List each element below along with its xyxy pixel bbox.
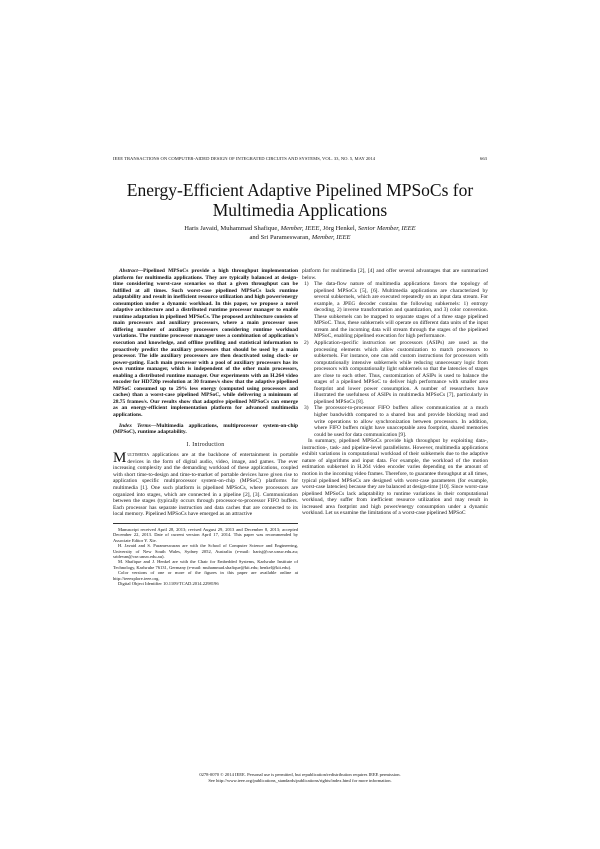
intro-text: applications are at the backbone of entertainment in portable devices in the form of digital audio, video, image, and games. The ever increasing complexity and the demanding workload of these applications, coupled with short time-to-design and time-to-market of portable devices have given rise to application specific multiprocessor system-on-chip (MPSoC) platforms for multimedia [1]. One such platform is pipelined MPSoCs, where processors are organized into stages, which are connected in a pipeline [2], [3]. Communication between the stages (typically occurs through processor-to-processor FIFO buffers. Each processor has separate instruction and data caches that are connected to its local memory. Pipelined MPSoCs have emerged as an attractive: [113, 452, 298, 518]
list-text: The data-flow nature of multimedia applications favors the topology of pipelined MPSoCs [5], [6]. Multimedia applications are characterized by several subkernels, which are executed repeatedly on an input data stream. For example, a JPEG decoder contains the following subkernels: 1) entropy decoding, 2) inverse transformation and quantization, and 3) color conversion. These subkernels can be mapped to separate stages of a three stage pipelined MPSoC. Thus, these subkernels will operate on different data units of the input stream and the incoming data will stream through the stages of the pipelined MPSoC, enabling pipelined execution for high performance.: [314, 281, 488, 340]
left-column: [113, 268, 298, 587]
author-line-1: [100, 224, 500, 233]
list-text: The processor-to-processor FIFO buffers allow communication at a much higher bandwidth compared to a shared bus and provide blocking read and write operations to allow synchronization between processors. In addition, where FIFO buffers might have unacceptable area footprint, shared memories could be used for data communication [9].: [314, 405, 488, 438]
journal-name: IEEE TRANSACTIONS ON COMPUTER-AIDED DESIGN OF INTEGRATED CIRCUITS AND SYSTEMS, VOL. 33, NO. 5, MAY 2014: [113, 156, 376, 161]
paper-title: [100, 180, 500, 220]
footnote-manuscript: Manuscript received April 28, 2013; revised August 29, 2013 and December 8, 2013; accepted December 22, 2013. Date of current version April 17, 2014. This paper was recommended by Associate Editor Y. Xie.: [113, 526, 298, 543]
title-line-2: Multimedia Applications: [212, 200, 388, 220]
author-name: and Sri Parameswaran,: [249, 234, 311, 241]
drop-cap: M: [113, 450, 127, 467]
abstract-text: —Pipelined MPSoCs provide a high throughput implementation platform for multimedia applications. They are typically balanced at design-time considering worst-case scenarios so that a given throughput can be fulfilled at all times. Such worst-case pipelined MPSoCs lack runtime adaptability and result in inefficient resource utilization and high power/energy consumption under a dynamic workload. In this paper, we propose a novel adaptive architecture and a distributed runtime processor manager to enable runtime adaptation in pipelined MPSoCs. The proposed architecture consists of main processors and auxiliary processors, where a main processor uses differing number of auxiliary processors considering runtime workload variations. The runtime processor manager uses a combination of application's execution and knowledge, and offline profiling and statistical information to proactively predict the auxiliary processors that should be used by a main processor. The idle auxiliary processors are then deactivated using clock- or power-gating. Each main processor with a pool of auxiliary processors has its own runtime manager, which is independent of the other main processors, enabling a distributed runtime manager. Our experiments with an H.264 video encoder for HD720p resolution at 30 frames/s show that the adaptive pipelined MPSoC consumed up to 29% less energy (computed using processors and caches) than a worst-case pipelined MPSoC, while delivering a minimum of 28.75 frames/s. Our results show that adaptive pipelined MPSoCs can emerge as an energy-efficient implementation platform for advanced multimedia applications.: [113, 268, 298, 419]
author-list: [100, 224, 500, 242]
footnote-affiliation-1: H. Javaid and S. Parameswaran are with the School of Computer Science and Engineering, University of New South Wales, Sydney 2052, Australia (e-mail: harisj@cse.unsw.edu.au; sridevan@cse.unsw.edu.au).: [113, 543, 298, 559]
copyright-notice: [113, 772, 487, 784]
footnote-color: Color versions of one or more of the figures in this paper are available online at http://ieeexplore.ieee.org.: [113, 570, 298, 581]
summary-paragraph: In summary, pipelined MPSoCs provide high throughput by exploiting data-, instruction-, task- and pipeline-level parallelisms. However, multimedia applications exhibit variations in computational workload of their subkernels due to the adaptive nature of algorithms and input data. For example, the workload of the motion estimation subkernel in H.264 video encoder varies depending on the amount of motion in the incoming video frames. Therefore, to guarantee throughput at all times, typical pipelined MPSoCs are designed with worst-case parameters (for example, worst-case latencies) because they are balanced at design-time [10]. Since worst-case pipelined MPSoCs lack adaptability to runtime variations in their computational workload, they suffer from inefficient resource utilization and may result in increased area footprint and high power/energy consumption under a dynamic workload. Let us examine the limitations of a worst-case pipelined MPSoC: [302, 438, 488, 517]
right-column: [302, 268, 488, 517]
index-terms: [113, 423, 298, 436]
list-item: [302, 281, 488, 340]
author-role: Senior Member, IEEE: [358, 225, 416, 232]
copyright-line-1: 0278-0070 © 2014 IEEE. Personal use is permitted, but republication/redistribution requires IEEE permission.: [199, 772, 401, 777]
title-line-1: Energy-Efficient Adaptive Pipelined MPSoCs for: [126, 180, 474, 200]
list-number: 1): [304, 281, 309, 288]
author-name: Jörg Henkel,: [322, 225, 357, 232]
list-text: Application-specific instruction set processors (ASIPs) are used as the processing elements which allow customization to match processors to subkernels. For instance, one can add custom instructions for processors with computationally intensive subkernels while reducing unnecessary logic from processors with computationally light subkernels so that the latencies of stages are close to each other. Thus, customization of ASIPs is used to balance the stages of a pipelined MPSoC to deliver high performance with smaller area footprint and lower power consumption. A number of researchers have illustrated the usefulness of ASIPs in multimedia MPSoCs [7], particularly in pipelined MPSoCs [8].: [314, 340, 488, 405]
index-terms-lead: Index Terms: [119, 422, 151, 429]
list-item: [302, 340, 488, 405]
list-number: 2): [304, 340, 309, 347]
footnote-doi: Digital Object Identifier 10.1109/TCAD.2014.2298196: [118, 581, 219, 587]
abstract-lead: Abstract: [119, 268, 138, 274]
footnote-block: [113, 523, 298, 587]
intro-paragraph: [113, 452, 298, 517]
running-header: [113, 156, 487, 166]
author-line-2: [100, 233, 500, 242]
advantages-list: [302, 281, 488, 438]
list-number: 3): [304, 405, 309, 412]
copyright-line-2: See http://www.ieee.org/publications_standards/publications/rights/index.html for more information.: [208, 778, 392, 783]
abstract: [113, 268, 298, 419]
section-heading: I. Introduction: [186, 441, 225, 448]
page-number: 663: [480, 156, 487, 161]
author-role: Member, IEEE,: [280, 225, 322, 232]
list-item: [302, 405, 488, 438]
author-names: Haris Javaid, Muhammad Shafique,: [184, 225, 279, 232]
drop-cap-rest: ultimedia: [127, 452, 150, 459]
author-role: Member, IEEE: [311, 234, 351, 241]
right-intro: platform for multimedia [2], [4] and offer several advantages that are summarized below.: [302, 268, 488, 281]
footnote-affiliation-2: M. Shafique and J. Henkel are with the Chair for Embedded Systems, Karlsruhe Institute of Technology, Karlsruhe 76131, Germany (e-mail: muhammad.shafique@kit.edu; henkel@kit.edu).: [113, 559, 298, 570]
index-terms-text: —Multimedia applications, multiprocessor system-on-chip (MPSoC), runtime adaptability.: [113, 422, 298, 436]
